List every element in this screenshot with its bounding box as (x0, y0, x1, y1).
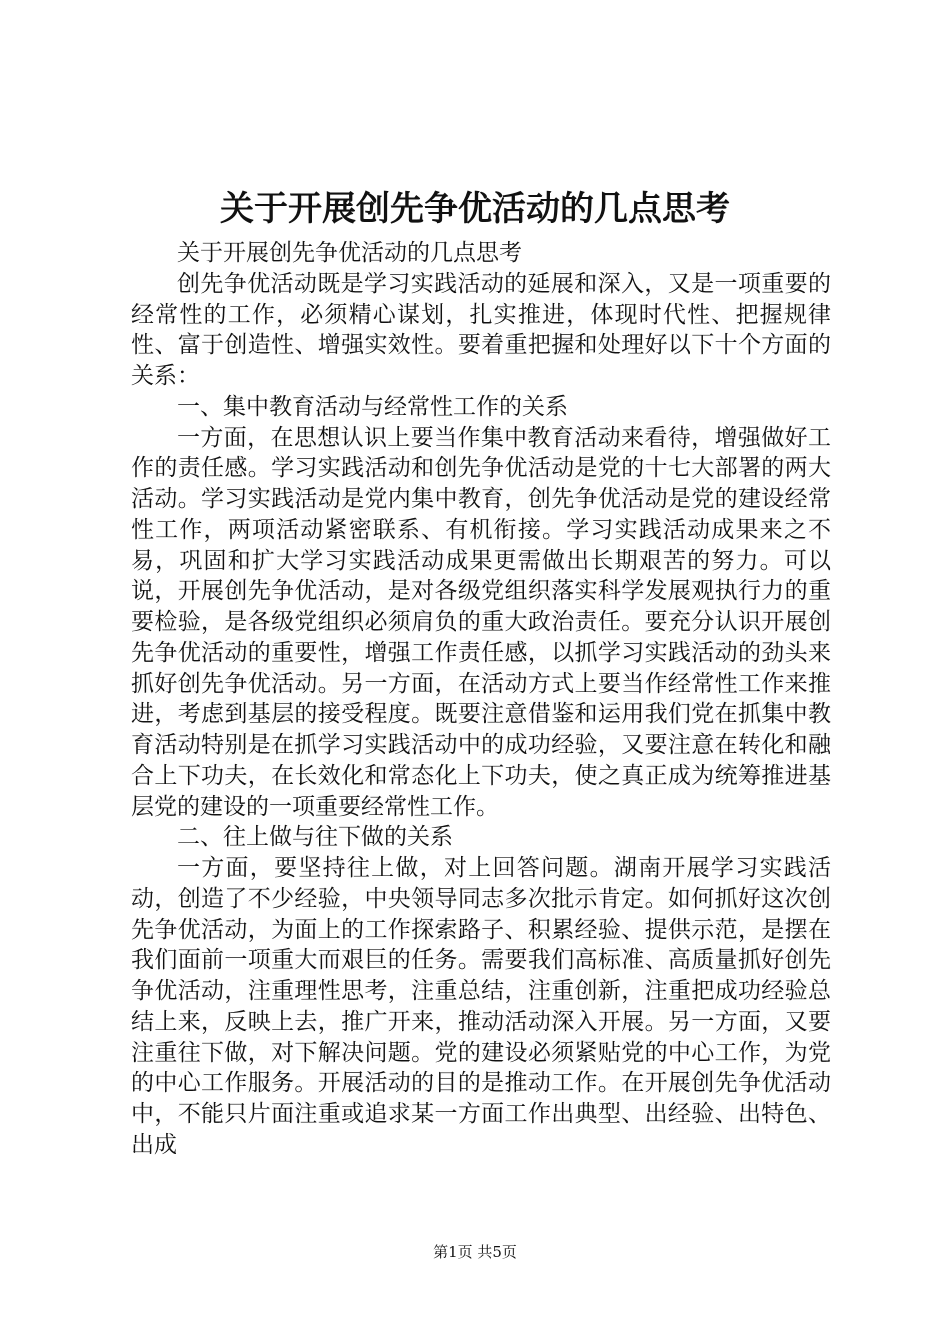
paragraph-section-2: 一方面，要坚持往上做，对上回答问题。湖南开展学习实践活动，创造了不少经验，中央领导同志多次批示肯定。如何抓好这次创先争优活动，为面上的工作探索路子、积累经验、提供示范，是摆在我们面前一项重大而艰巨的任务。需要我们高标准、高质量抓好创先争优活动，注重理性思考，注重总结，注重创新，注重把成功经验总结上来，反映上去，推广开来，推动活动深入开展。另一方面，又要注重往下做，对下解决问题。党的建设必须紧贴党的中心工作，为党的中心工作服务。开展活动的目的是推动工作。在开展创先争优活动中，不能只片面注重或追求某一方面工作出典型、出经验、出特色、出成 (131, 855, 831, 1158)
document-body (131, 238, 831, 1161)
section-heading-1: 一、集中教育活动与经常性工作的关系 (177, 393, 568, 420)
page-number-footer: 第1页 共5页 (433, 1243, 517, 1261)
paragraph-intro: 创先争优活动既是学习实践活动的延展和深入，又是一项重要的经常性的工作，必须精心谋划，扎实推进，体现时代性、把握规律性、富于创造性、增强实效性。要着重把握和处理好以下十个方面的关系： (131, 270, 831, 389)
document-title: 关于开展创先争优活动的几点思考 (220, 189, 730, 229)
paragraph-subtitle: 关于开展创先争优活动的几点思考 (177, 240, 522, 266)
section-heading-2: 二、往上做与往下做的关系 (177, 824, 453, 851)
paragraph-section-1: 一方面，在思想认识上要当作集中教育活动来看待，增强做好工作的责任感。学习实践活动和创先争优活动是党的十七大部署的两大活动。学习实践活动是党内集中教育，创先争优活动是党的建设经常性工作，两项活动紧密联系、有机衔接。学习实践活动成果来之不易，巩固和扩大学习实践活动成果更需做出长期艰苦的努力。可以说，开展创先争优活动，是对各级党组织落实科学发展观执行力的重要检验，是各级党组织必须肩负的重大政治责任。要充分认识开展创先争优活动的重要性，增强工作责任感，以抓学习实践活动的劲头来抓好创先争优活动。另一方面，在活动方式上要当作经常性工作来推进，考虑到基层的接受程度。既要注意借鉴和运用我们党在抓集中教育活动特别是在抓学习实践活动中的成功经验，又要注意在转化和融合上下功夫，在长效化和常态化上下功夫，使之真正成为统筹推进基层党的建设的一项重要经常性工作。 (131, 424, 831, 820)
